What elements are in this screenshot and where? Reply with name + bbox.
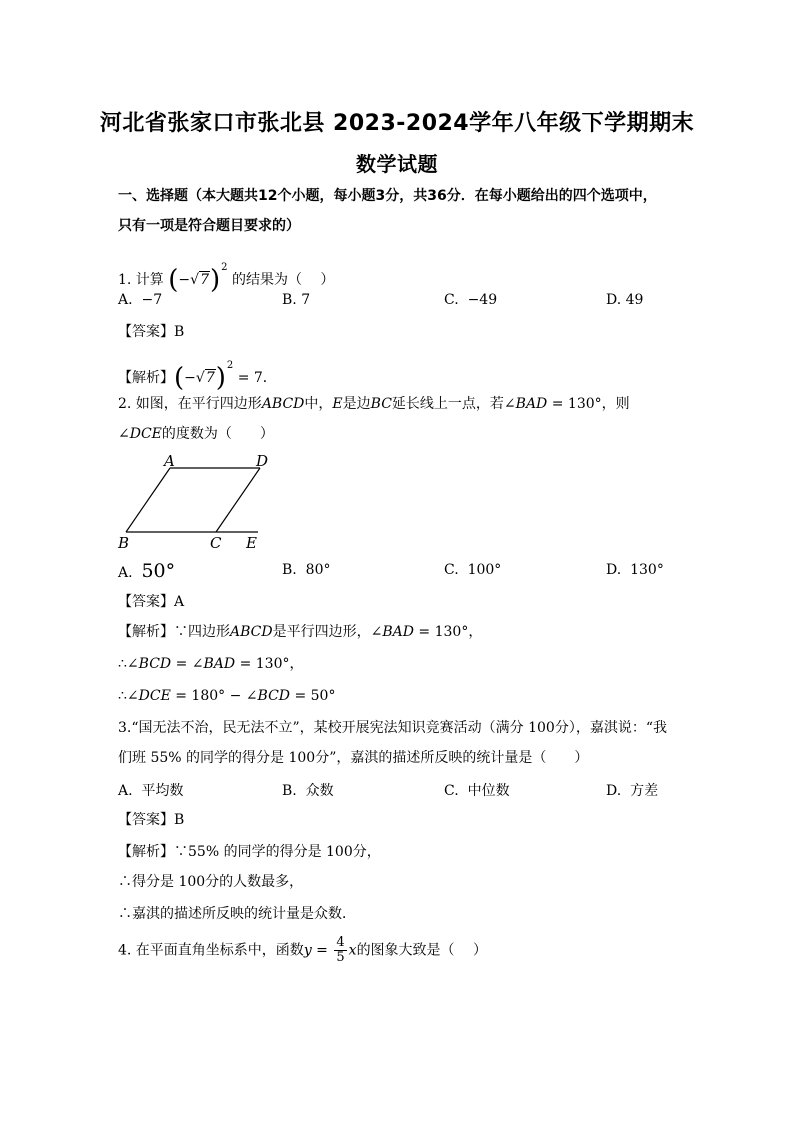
section-header-line1: 一、选择题（本大题共12个小题，每小题3分，共36分．在每小题给出的四个选项中，: [118, 188, 657, 204]
question-1: 1. 计算 $(-√7)^2$ 的结果为（ ）: [118, 262, 335, 295]
question-3-line1: 3.“国无法不治，民无法不立”，某校开展宪法知识竞赛活动（满分 100分），嘉淇说：“我: [118, 720, 667, 736]
q1-analysis: 【解析】$(-√7)^2 = 7$．: [118, 360, 277, 393]
label-a: A: [164, 452, 175, 470]
q1-option-b: B. 7: [282, 292, 311, 308]
label-b: B: [118, 534, 130, 552]
q2-option-b: B. 80°: [282, 562, 331, 578]
q2-answer: 【答案】A: [118, 594, 185, 610]
q3-option-d: D. 方差: [606, 783, 659, 799]
q2-option-d: D. 130°: [606, 562, 664, 578]
q1-option-a: A. −7: [118, 292, 163, 308]
label-e: E: [246, 534, 257, 552]
side-ab: [126, 468, 170, 532]
parallelogram-figure: [112, 450, 272, 552]
q2-analysis-line2: ∴∠BCD = ∠BAD = 130°，: [118, 656, 304, 672]
q3-analysis-line1: 【解析】∵55% 的同学的得分是 100分，: [118, 844, 381, 860]
q3-analysis-line3: ∴嘉淇的描述所反映的统计量是众数．: [118, 906, 356, 922]
page-subtitle: 数学试题: [356, 152, 438, 176]
q2-analysis-line1: 【解析】∵四边形ABCD是平行四边形，∠BAD = 130°，: [118, 624, 483, 640]
question-3-line2: 们班 55% 的同学的得分是 100分”，嘉淇的描述所反映的统计量是（ ）: [118, 750, 589, 766]
q2-analysis-line3: ∴∠DCE = 180° − ∠BCD = 50°: [118, 688, 336, 704]
question-2-line2: ∠DCE的度数为（ ）: [118, 426, 274, 442]
q2-option-a: A. 50°: [118, 560, 176, 582]
section-header-line2: 只有一项是符合题目要求的）: [118, 218, 300, 234]
q3-answer: 【答案】B: [118, 812, 185, 828]
page-title: 河北省张家口市张北县 2023-2024学年八年级下学期期末: [99, 111, 695, 136]
q1-option-d: D. 49: [606, 292, 644, 308]
q1-option-c: C. −49: [444, 292, 498, 308]
q2-option-c: C. 100°: [444, 562, 502, 578]
q3-analysis-line2: ∴得分是 100分的人数最多，: [118, 874, 304, 890]
side-cd: [216, 468, 260, 532]
question-4: 4. 在平面直角坐标系中，函数y = $\frac{4}{5}$ x的图象大致是（ ）: [118, 935, 488, 965]
q3-option-a: A. 平均数: [118, 783, 184, 799]
label-d: D: [256, 452, 269, 470]
q3-option-c: C. 中位数: [444, 783, 510, 799]
label-c: C: [210, 534, 222, 552]
question-2-line1: 2. 如图，在平行四边形ABCD中，E是边BC延长线上一点，若∠BAD = 130°，则: [118, 396, 630, 412]
q3-option-b: B. 众数: [282, 783, 334, 799]
q1-answer: 【答案】B: [118, 324, 185, 340]
